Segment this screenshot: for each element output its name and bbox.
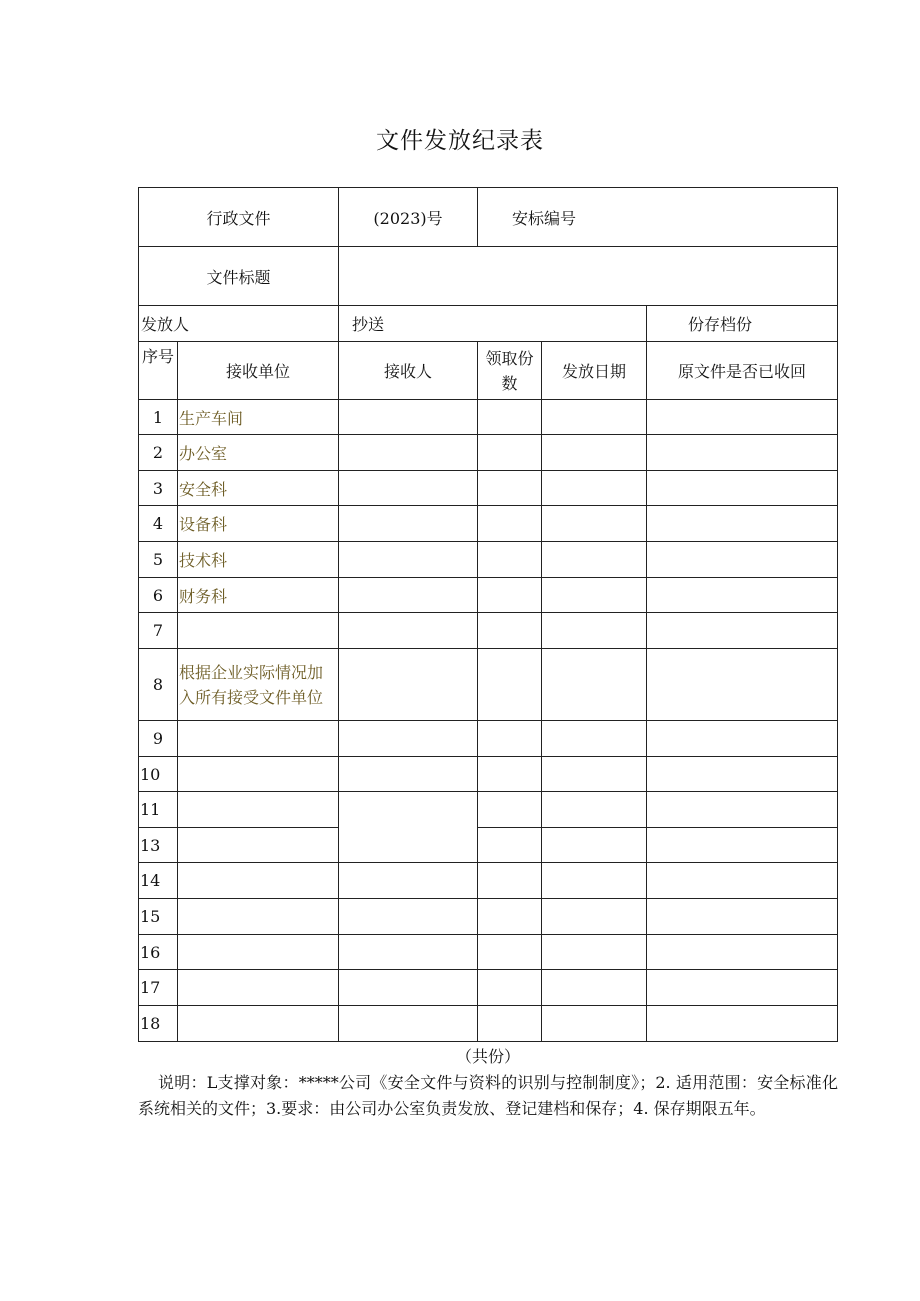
table-row <box>139 400 838 435</box>
receiving-unit[interactable] <box>178 828 339 863</box>
date-cell[interactable] <box>542 542 647 578</box>
security-number-label: 安标编号 <box>478 188 838 247</box>
receiver-cell[interactable] <box>339 1006 478 1042</box>
table-row <box>139 828 838 863</box>
table-row <box>139 506 838 542</box>
receiver-cell[interactable] <box>339 578 478 613</box>
column-header-date: 发放日期 <box>542 342 647 400</box>
table-row <box>139 757 838 792</box>
table-row <box>139 899 838 935</box>
receiver-cell[interactable] <box>339 863 478 899</box>
row-number: 2 <box>139 435 178 471</box>
receiver-cell[interactable] <box>339 721 478 757</box>
row-number: 6 <box>139 578 178 613</box>
receiving-unit: 生产车间 <box>178 400 339 435</box>
returned-cell[interactable] <box>647 899 838 935</box>
returned-cell[interactable] <box>647 970 838 1006</box>
receiver-cell[interactable] <box>339 542 478 578</box>
receiving-unit: 技术科 <box>178 542 339 578</box>
copies-cell[interactable] <box>478 400 542 435</box>
table-row <box>139 649 838 721</box>
row-number: 8 <box>139 649 178 721</box>
column-header-returned: 原文件是否已收回 <box>647 342 838 400</box>
issuer-label: 发放人 <box>139 306 339 342</box>
row-number: 9 <box>139 721 178 757</box>
row-number: 1 <box>139 400 178 435</box>
copies-cell[interactable] <box>478 542 542 578</box>
distribution-record-table <box>138 187 838 1042</box>
column-header-copies: 领取份数 <box>478 342 542 400</box>
returned-cell[interactable] <box>647 1006 838 1042</box>
date-cell[interactable] <box>542 792 647 828</box>
total-copies: （共份） <box>455 1047 520 1066</box>
receiver-cell[interactable] <box>339 613 478 649</box>
date-cell[interactable] <box>542 721 647 757</box>
returned-cell[interactable] <box>647 721 838 757</box>
date-cell[interactable] <box>542 1006 647 1042</box>
receiver-cell-merged[interactable] <box>339 792 478 863</box>
copies-cell[interactable] <box>478 863 542 899</box>
receiving-unit[interactable] <box>178 863 339 899</box>
returned-cell[interactable] <box>647 649 838 721</box>
date-cell[interactable] <box>542 435 647 471</box>
returned-cell[interactable] <box>647 863 838 899</box>
archive-label: 份存档份 <box>647 306 838 342</box>
page-title: 文件发放纪录表 <box>376 128 544 154</box>
row-number: 18 <box>139 1006 178 1042</box>
returned-cell[interactable] <box>647 471 838 506</box>
date-cell[interactable] <box>542 899 647 935</box>
copies-cell[interactable] <box>478 935 542 970</box>
returned-cell[interactable] <box>647 757 838 792</box>
receiver-cell[interactable] <box>339 506 478 542</box>
row-number: 16 <box>139 935 178 970</box>
receiving-unit[interactable] <box>178 899 339 935</box>
doc-number: (2023)号 <box>339 188 478 247</box>
receiving-unit[interactable] <box>178 757 339 792</box>
receiving-unit[interactable] <box>178 613 339 649</box>
copies-cell[interactable] <box>478 1006 542 1042</box>
table-row <box>139 721 838 757</box>
date-cell[interactable] <box>542 828 647 863</box>
returned-cell[interactable] <box>647 435 838 471</box>
returned-cell[interactable] <box>647 935 838 970</box>
copies-cell[interactable] <box>478 471 542 506</box>
receiving-unit: 安全科 <box>178 471 339 506</box>
copies-cell[interactable] <box>478 757 542 792</box>
date-cell[interactable] <box>542 757 647 792</box>
row-number: 10 <box>139 757 178 792</box>
copies-cell[interactable] <box>478 506 542 542</box>
receiver-cell[interactable] <box>339 970 478 1006</box>
returned-cell[interactable] <box>647 792 838 828</box>
copies-cell[interactable] <box>478 828 542 863</box>
table-row <box>139 1006 838 1042</box>
table-row <box>139 542 838 578</box>
table-row <box>139 471 838 506</box>
copies-cell[interactable] <box>478 613 542 649</box>
table-row <box>139 970 838 1006</box>
row-number: 4 <box>139 506 178 542</box>
date-cell[interactable] <box>542 649 647 721</box>
copies-cell[interactable] <box>478 721 542 757</box>
date-cell[interactable] <box>542 578 647 613</box>
copies-cell[interactable] <box>478 792 542 828</box>
row-number: 3 <box>139 471 178 506</box>
table-row <box>139 578 838 613</box>
copies-cell[interactable] <box>478 899 542 935</box>
table-row <box>139 935 838 970</box>
receiving-unit[interactable] <box>178 935 339 970</box>
row-number: 11 <box>139 792 178 828</box>
receiving-unit[interactable] <box>178 792 339 828</box>
receiving-unit[interactable] <box>178 1006 339 1042</box>
table-row <box>139 792 838 828</box>
receiver-cell[interactable] <box>339 935 478 970</box>
doc-title-label: 文件标题 <box>139 247 339 306</box>
returned-cell[interactable] <box>647 400 838 435</box>
copies-cell[interactable] <box>478 970 542 1006</box>
returned-cell[interactable] <box>647 506 838 542</box>
date-cell[interactable] <box>542 400 647 435</box>
receiving-unit: 财务科 <box>178 578 339 613</box>
column-header-receiver: 接收人 <box>339 342 478 400</box>
receiving-unit[interactable] <box>178 970 339 1006</box>
receiver-cell[interactable] <box>339 899 478 935</box>
table-row <box>139 613 838 649</box>
row-number: 15 <box>139 899 178 935</box>
row-number: 13 <box>139 828 178 863</box>
table-row <box>139 863 838 899</box>
date-cell[interactable] <box>542 935 647 970</box>
receiver-cell[interactable] <box>339 400 478 435</box>
receiving-unit: 办公室 <box>178 435 339 471</box>
description-text: 说明：L支撑对象：*****公司《安全文件与资料的识别与控制制度》；2. 适用范围：安全标准化系统相关的文件；3.要求：由公司办公室负责发放、登记建档和保存；4. 保存期限五年。 <box>138 1073 838 1118</box>
date-cell[interactable] <box>542 863 647 899</box>
receiver-cell[interactable] <box>339 757 478 792</box>
date-cell[interactable] <box>542 506 647 542</box>
cc-label: 抄送 <box>339 306 647 342</box>
doc-type-label: 行政文件 <box>139 188 339 247</box>
copies-cell[interactable] <box>478 578 542 613</box>
returned-cell[interactable] <box>647 578 838 613</box>
copies-cell[interactable] <box>478 649 542 721</box>
receiver-cell[interactable] <box>339 435 478 471</box>
row-number: 14 <box>139 863 178 899</box>
receiving-unit[interactable] <box>178 721 339 757</box>
column-header-unit: 接收单位 <box>178 342 339 400</box>
returned-cell[interactable] <box>647 613 838 649</box>
date-cell[interactable] <box>542 471 647 506</box>
table-row <box>139 435 838 471</box>
receiving-unit: 根据企业实际情况加入所有接受文件单位 <box>178 649 339 721</box>
copies-cell[interactable] <box>478 435 542 471</box>
returned-cell[interactable] <box>647 828 838 863</box>
receiver-cell[interactable] <box>339 649 478 721</box>
row-number: 17 <box>139 970 178 1006</box>
doc-title-value[interactable] <box>339 247 838 306</box>
date-cell[interactable] <box>542 613 647 649</box>
receiver-cell[interactable] <box>339 471 478 506</box>
returned-cell[interactable] <box>647 542 838 578</box>
row-number: 5 <box>139 542 178 578</box>
row-number: 7 <box>139 613 178 649</box>
footer-notes <box>138 1044 838 1122</box>
column-header-seq: 序号 <box>139 342 178 400</box>
date-cell[interactable] <box>542 970 647 1006</box>
receiving-unit: 设备科 <box>178 506 339 542</box>
